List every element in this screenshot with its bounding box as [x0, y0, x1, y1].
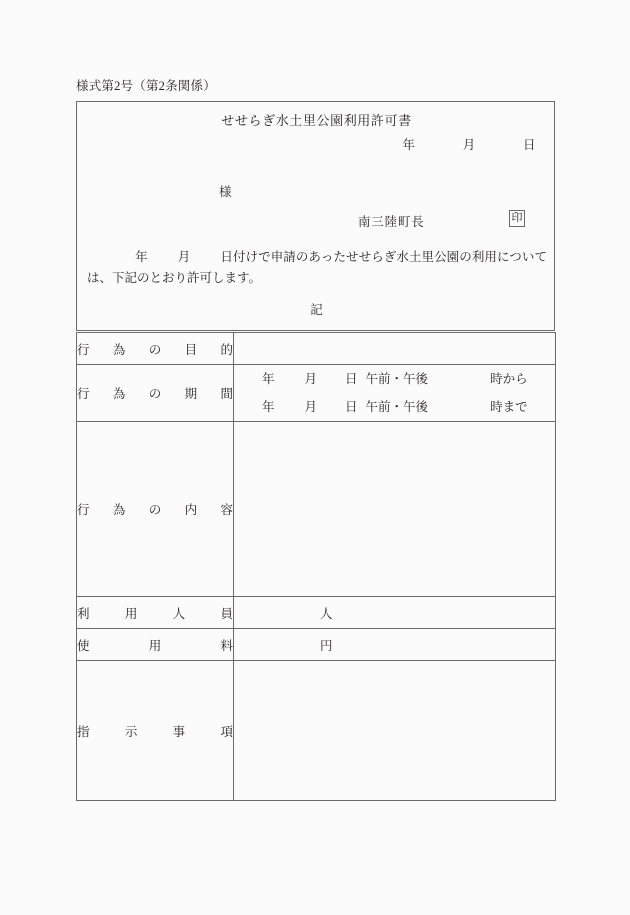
table-row-participants	[77, 597, 556, 629]
table-row-content	[77, 422, 556, 597]
body-date-month: 月	[177, 250, 191, 264]
row-label-content: 行為の内容	[77, 422, 234, 597]
kiroku-marker: 記	[310, 303, 323, 317]
period-end-line	[234, 393, 555, 421]
document-title: せせらぎ水土里公園利用許可書	[221, 113, 412, 128]
addressee-suffix: 様	[219, 185, 232, 199]
permit-details-table	[76, 332, 556, 801]
period-start-day: 日	[345, 372, 358, 386]
row-value-period[interactable]	[234, 365, 556, 422]
form-number-label: 様式第2号（第2条関係）	[76, 79, 216, 93]
period-end-month: 月	[304, 400, 318, 414]
table-row-instructions	[77, 661, 556, 801]
row-value-content[interactable]	[234, 422, 556, 597]
period-end-day: 日	[345, 400, 358, 414]
period-end-time-suffix: 時まで	[490, 400, 528, 414]
period-end-year: 年	[262, 400, 275, 414]
table-row-purpose	[77, 333, 556, 365]
participants-unit: 人	[320, 606, 333, 621]
fee-unit: 円	[320, 638, 333, 653]
row-label-participants: 利用人員	[77, 597, 234, 629]
row-value-participants[interactable]	[234, 597, 556, 629]
period-start-time-suffix: 時から	[490, 372, 528, 386]
addressee-field[interactable]	[219, 182, 232, 200]
period-start-line	[234, 365, 555, 393]
row-label-instructions: 指示事項	[77, 661, 234, 801]
seal-box: 印	[509, 210, 525, 227]
period-start-ampm: 午前・午後	[365, 372, 429, 386]
body-main-text: 日付けで申請のあったせせらぎ水土里公園の利用については、下記のとおり許可します。	[87, 250, 547, 285]
row-value-instructions[interactable]	[234, 661, 556, 801]
permit-body-text	[87, 247, 547, 289]
row-value-purpose[interactable]	[234, 333, 556, 365]
issue-date-year: 年	[402, 138, 416, 152]
row-label-period: 行為の期間	[77, 365, 234, 422]
period-start-year: 年	[262, 372, 275, 386]
issue-date-day: 日	[522, 138, 536, 152]
issue-date-month: 月	[462, 138, 476, 152]
row-label-fee: 使用料	[77, 629, 234, 661]
issue-date-line	[402, 135, 536, 153]
table-row-period	[77, 365, 556, 422]
body-date-year: 年	[135, 250, 148, 264]
permit-header-frame	[76, 101, 555, 331]
row-label-purpose: 行為の目的	[77, 333, 234, 365]
period-start-month: 月	[304, 372, 318, 386]
row-value-fee[interactable]	[234, 629, 556, 661]
table-row-fee	[77, 629, 556, 661]
issuer-name: 南三陸町長	[358, 215, 425, 229]
period-end-ampm: 午前・午後	[365, 400, 429, 414]
